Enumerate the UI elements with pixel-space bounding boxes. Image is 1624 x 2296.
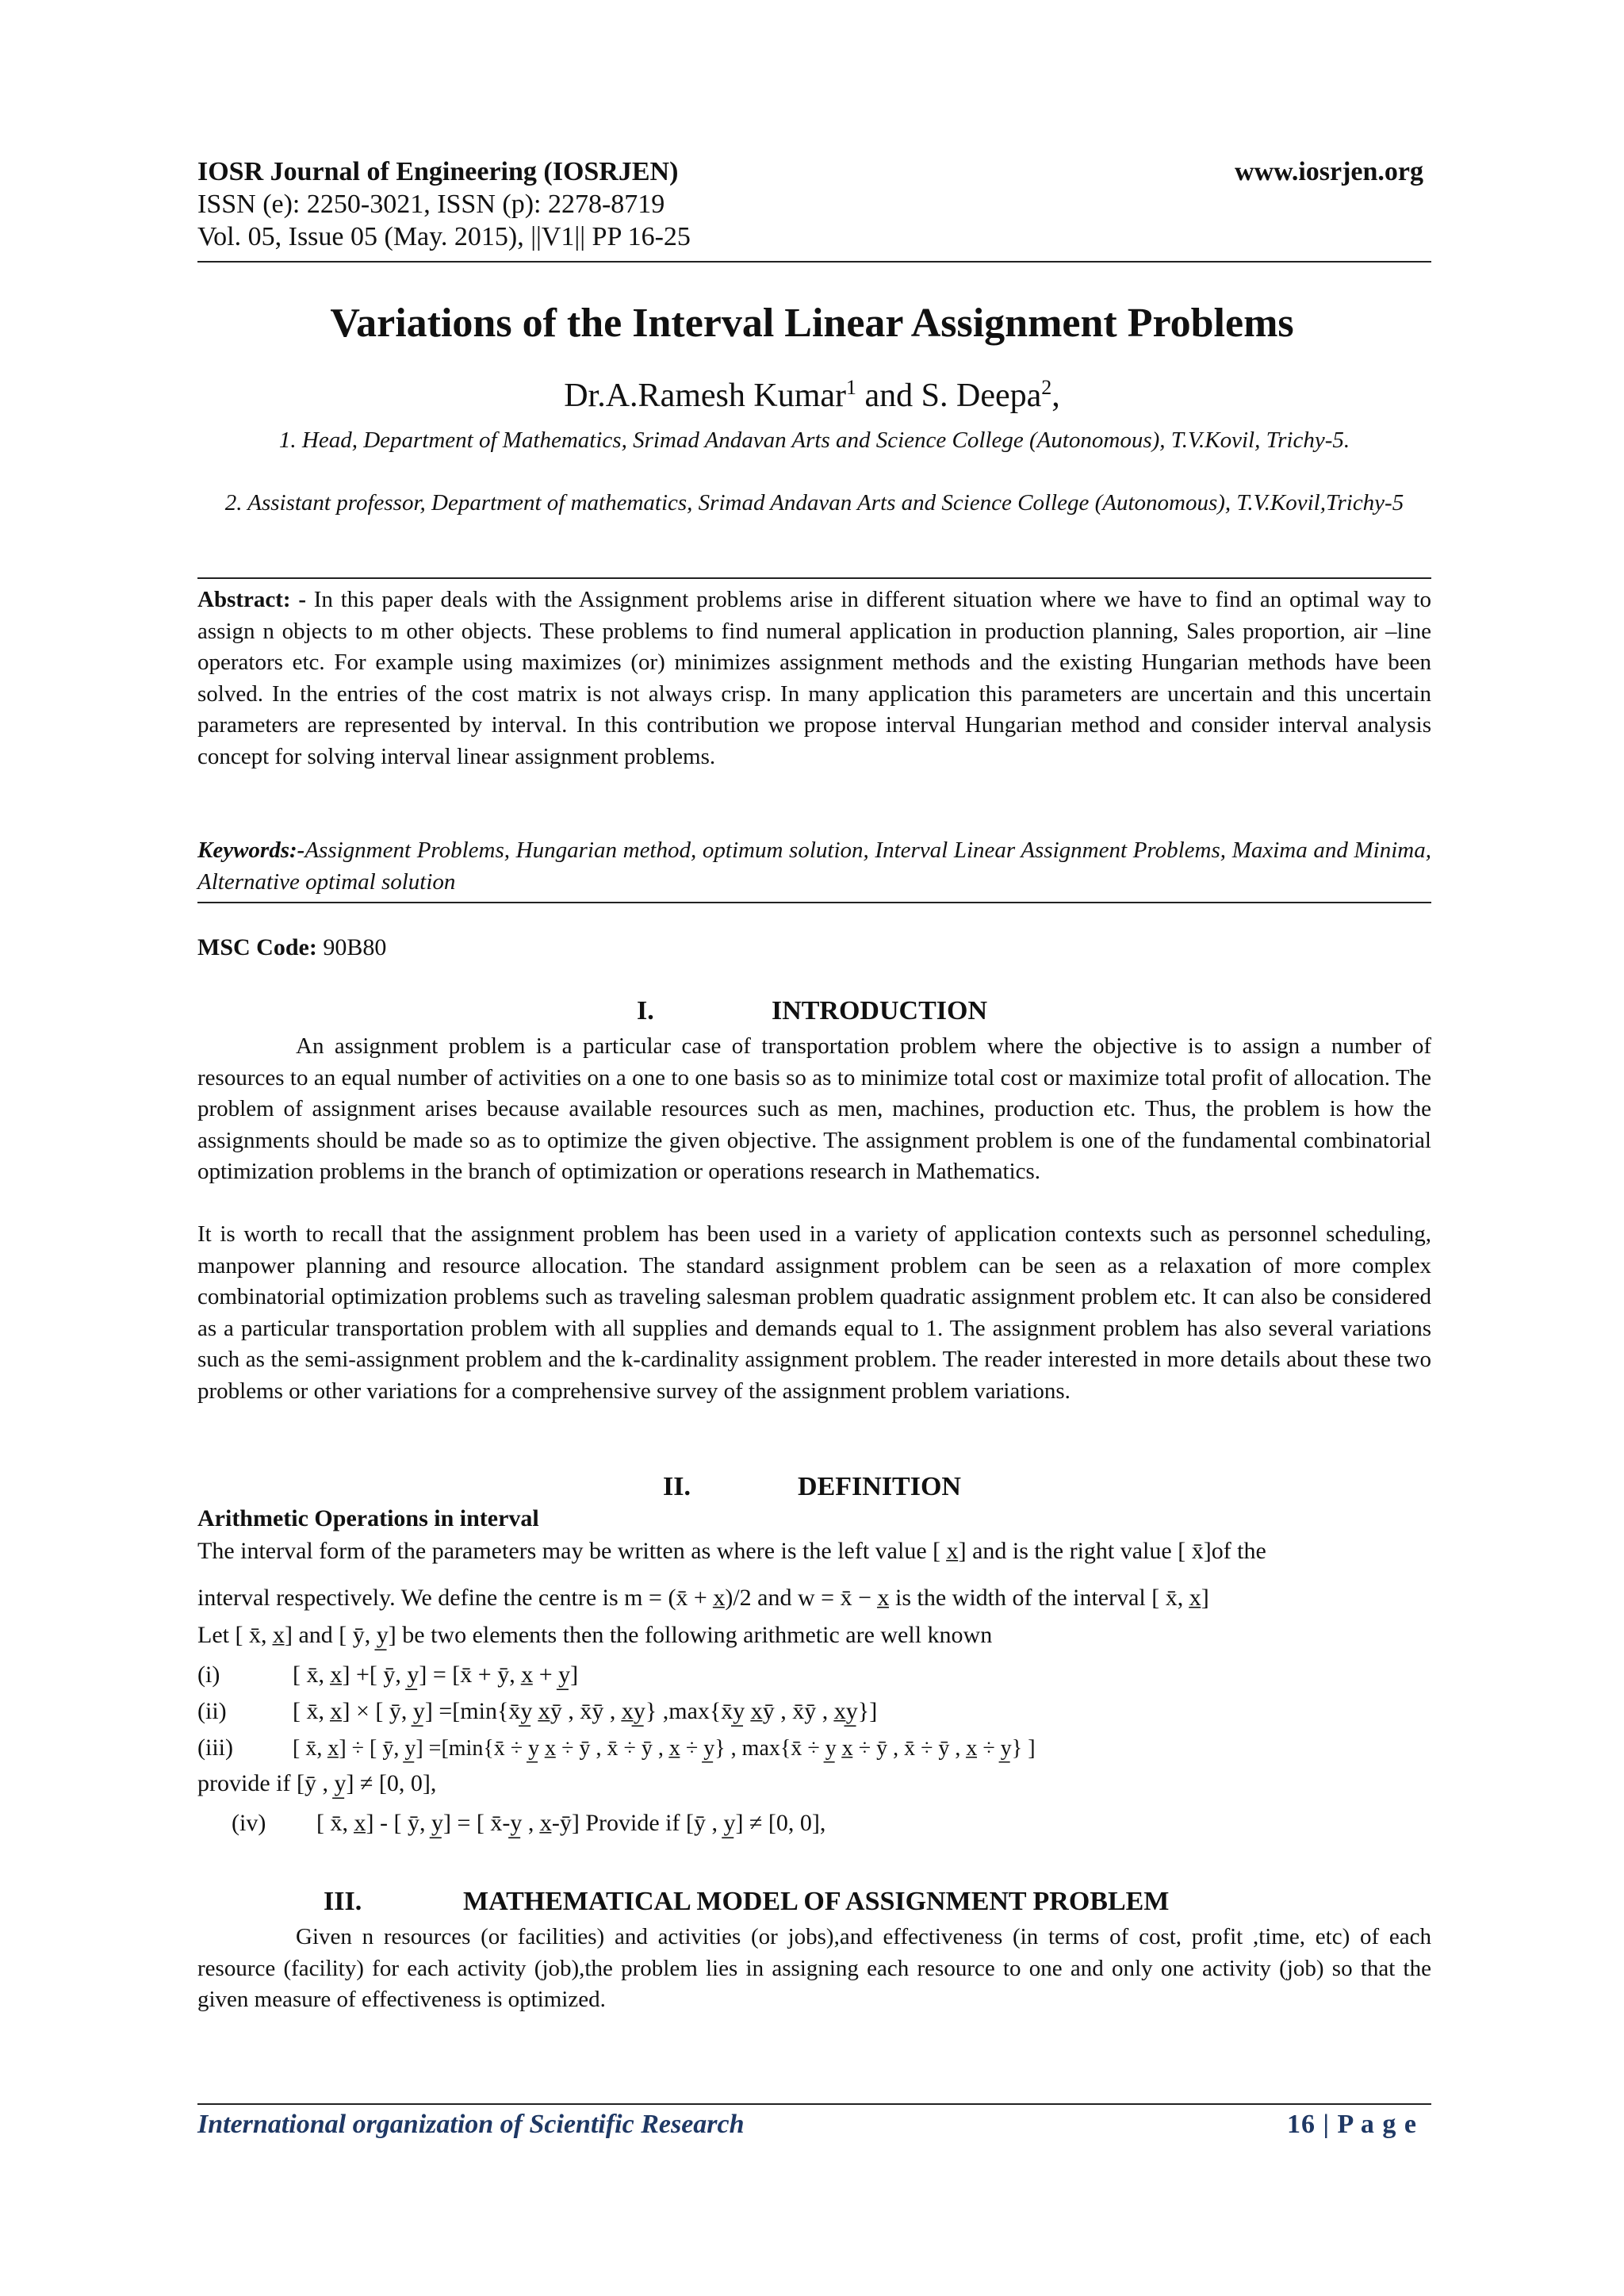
definition-line-2: interval respectively. We define the centre is m = (x̄ + x̲)/2 and w = x̄ − x̲ is the width of the interval [ x̄, x̲] xyxy=(197,1585,1209,1611)
operation-expr: [ x̄, x̲] × [ ȳ, y̲] =[min{x̄y̲ x̲ȳ , x̄ȳ , x̲y̲} ,max{x̄y̲ x̲ȳ , x̄ȳ , x̲y̲}] xyxy=(293,1698,878,1724)
section-title: MATHEMATICAL MODEL OF ASSIGNMENT PROBLEM xyxy=(463,1887,1170,1916)
author-trail: , xyxy=(1051,378,1060,414)
operation-row xyxy=(197,1734,1036,1761)
operation-expr: [ x̄, x̲] ÷ [ ȳ, y̲] =[min{x̄ ÷ y̲ x̲ ÷ ȳ , x̄ ÷ ȳ , x̲ ÷ y̲} , max{x̄ ÷ y̲ x̲ ÷ ȳ , x̄ ÷ ȳ , x̲ ÷ y̲} ] xyxy=(293,1736,1036,1761)
keywords xyxy=(197,835,1431,898)
journal-name: IOSR Journal of Engineering (IOSRJEN) xyxy=(197,157,679,186)
definition-line-1: The interval form of the parameters may be written as where is the left value [ x̲] and is the right value [ x̄]of the xyxy=(197,1538,1266,1564)
footer-rule xyxy=(197,2103,1431,2105)
operation-expr: [ x̄, x̲] - [ ȳ, y̲] = [ x̄-y̲ , x̲-ȳ] Provide if [ȳ , y̲] ≠ [0, 0], xyxy=(316,1810,826,1836)
author-1-sup: 1 xyxy=(846,376,856,399)
section-heading-introduction xyxy=(0,996,1624,1026)
abstract-text: In this paper deals with the Assignment problems arise in different situation where we have to find an optimal way to assign n objects to m other objects. These problems to find numeral application in production planning, Sales proportion, air –line operators etc. For example using maximizes (or) minimizes assignment methods and the existing Hungarian methods have been solved. In the entries of the cost matrix is not always crisp. In many application this parameters are uncertain and this uncertain parameters are represented by interval. In this contribution we propose interval Hungarian method and consider interval analysis concept for solving interval linear assignment problems. xyxy=(197,587,1431,769)
operation-expr: [ x̄, x̲] +[ ȳ, y̲] = [x̄ + ȳ, x̲ + y̲] xyxy=(293,1662,579,1688)
paper-authors xyxy=(0,376,1624,415)
section-title: INTRODUCTION xyxy=(771,996,988,1025)
section-number: III. xyxy=(324,1887,362,1916)
section-title: DEFINITION xyxy=(798,1472,961,1501)
operation-row xyxy=(197,1662,578,1688)
msc-value: 90B80 xyxy=(316,934,387,960)
operation-label: (iii) xyxy=(197,1734,233,1761)
model-paragraph-1: Given n resources (or facilities) and activities (or jobs),and effectiveness (in terms of cost, profit ,time, etc) of each resource (facility) for each activity (job),the problem lies in assigning each resource to one and only one activity (job) so that the given measure of effectiveness is optimized. xyxy=(197,1924,1431,2012)
paper-title: Variations of the Interval Linear Assignment Problems xyxy=(330,301,1294,346)
section-number: I. xyxy=(636,996,654,1025)
author-1: Dr.A.Ramesh Kumar xyxy=(564,378,846,414)
operation-label: (ii) xyxy=(197,1698,227,1724)
operation-label: (iv) xyxy=(232,1810,266,1836)
msc-label: MSC Code: xyxy=(197,934,317,960)
author-and: and xyxy=(856,378,921,414)
section-number: II. xyxy=(663,1472,691,1501)
operation-label: (i) xyxy=(197,1662,220,1688)
operation-row xyxy=(232,1810,825,1837)
keywords-label: Keywords:- xyxy=(197,838,305,863)
msc-code xyxy=(197,934,386,961)
journal-issn: ISSN (e): 2250-3021, ISSN (p): 2278-8719 xyxy=(197,190,665,219)
affiliation-1: 1. Head, Department of Mathematics, Srimad Andavan Arts and Science College (Autonomous), T.V.Kovil, Trichy-5. xyxy=(278,427,1350,453)
intro-paragraph-2: It is worth to recall that the assignment problem has been used in a variety of application contexts such as personnel scheduling, manpower planning and resource allocation. The standard assignment problem can be seen as a relaxation of more complex combinatorial optimization problems such as traveling salesman problem quadratic assignment problem etc. It can also be considered as a particular transportation problem with all supplies and demands equal to 1. The assignment problem has also several variations such as the semi-assignment problem and the k-cardinality assignment problem. The reader interested in more details about these two problems or other variations for a comprehensive survey of the assignment problem variations. xyxy=(197,1221,1431,1404)
journal-website: www.iosrjen.org xyxy=(1235,157,1423,186)
subheading-arithmetic-operations: Arithmetic Operations in interval xyxy=(197,1505,539,1531)
journal-volume: Vol. 05, Issue 05 (May. 2015), ||V1|| PP 16-25 xyxy=(197,222,691,251)
header-rule xyxy=(197,261,1431,263)
abstract-top-rule xyxy=(197,577,1431,579)
provide-condition: provide if [ȳ , y̲] ≠ [0, 0], xyxy=(197,1770,437,1796)
intro-paragraph-1: An assignment problem is a particular case of transportation problem where the objective is to assign a number of resources to an equal number of activities on a one to one basis so as to minimize total cost or maximize total profit of allocation. The problem of assignment arises because available resources such as men, machines, production etc. Thus, the problem is how the assignments should be made so as to optimize the given objective. The assignment problem is one of the fundamental combinatorial optimization problems in the branch of optimization or operations research in Mathematics. xyxy=(197,1033,1431,1184)
definition-line-3: Let [ x̄, x̲] and [ ȳ, y̲] be two elements then the following arithmetic are well known xyxy=(197,1622,993,1648)
author-2: S. Deepa xyxy=(921,378,1042,414)
footer-organization: International organization of Scientific Research xyxy=(197,2110,745,2139)
author-2-sup: 2 xyxy=(1041,376,1052,399)
section-heading-definition xyxy=(0,1472,1624,1502)
abstract-label: Abstract: - xyxy=(197,587,306,612)
section-heading-model xyxy=(324,1887,1169,1917)
affiliation-2: 2. Assistant professor, Department of mathematics, Srimad Andavan Arts and Science College (Autonomous), T.V.Kovil,Trichy-5 xyxy=(224,490,1404,516)
keywords-rule xyxy=(197,902,1431,903)
page-number: 16 | P a g e xyxy=(1287,2110,1417,2139)
abstract xyxy=(197,585,1431,772)
keywords-text: Assignment Problems, Hungarian method, optimum solution, Interval Linear Assignment Problems, Maxima and Minima, Alternative optimal solution xyxy=(197,838,1431,895)
operation-row xyxy=(197,1698,877,1725)
